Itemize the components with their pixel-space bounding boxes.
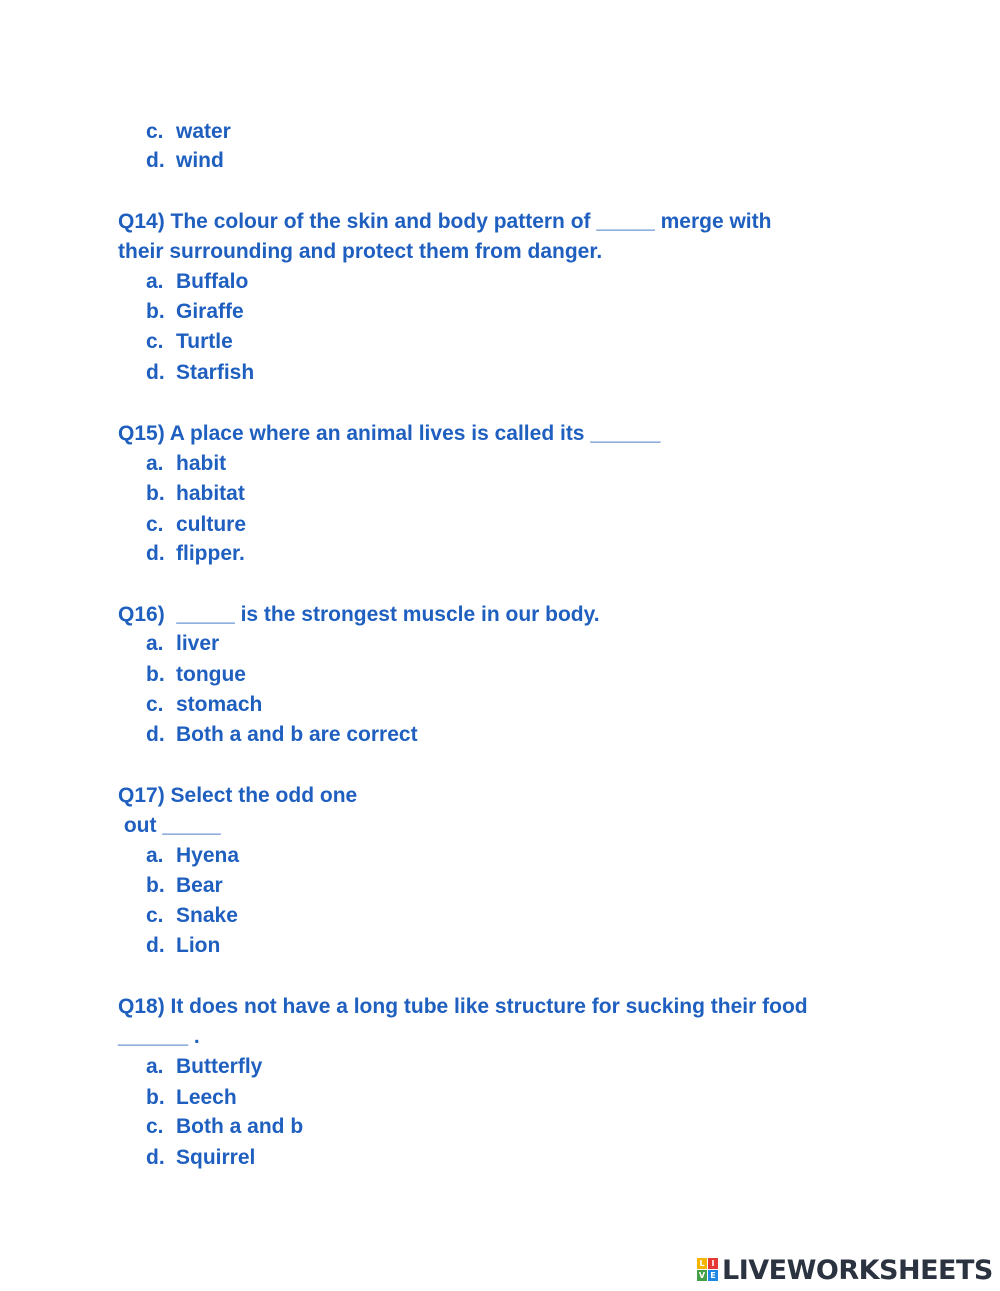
logo-mark-l: L xyxy=(697,1258,707,1269)
logo-text: LIVEWORKSHEETS xyxy=(722,1254,993,1286)
question-q17-line-2: out _____ xyxy=(118,814,221,837)
liveworksheets-logo xyxy=(697,1256,993,1284)
logo-mark-i: I xyxy=(708,1258,718,1269)
q14-option-c: c. Turtle xyxy=(146,330,233,353)
q16-option-a: a. liver xyxy=(146,632,220,655)
question-q17-line-1: Q17) Select the odd one xyxy=(118,784,358,807)
q17-option-a: a. Hyena xyxy=(146,844,240,867)
q16-option-b: b. tongue xyxy=(146,663,246,686)
q15-option-d: d. flipper. xyxy=(146,542,245,565)
q17-option-b: b. Bear xyxy=(146,874,223,897)
question-q14-line-1: Q14) The colour of the skin and body pattern of _____ merge with xyxy=(118,210,772,233)
q18-option-a: a. Butterfly xyxy=(146,1055,263,1078)
q17-option-c: c. Snake xyxy=(146,904,238,927)
q18-option-b: b. Leech xyxy=(146,1086,237,1109)
q16-option-d: d. Both a and b are correct xyxy=(146,723,418,746)
q18-option-c: c. Both a and b xyxy=(146,1115,304,1138)
q15-option-b: b. habitat xyxy=(146,482,245,505)
logo-mark-e: E xyxy=(708,1270,718,1281)
question-q16-line-1: Q16) _____ is the strongest muscle in our body. xyxy=(118,603,600,626)
liveworksheets-mark-icon xyxy=(697,1258,719,1282)
question-q18-line-1: Q18) It does not have a long tube like structure for sucking their food xyxy=(118,995,808,1018)
option-d: d. wind xyxy=(146,149,224,172)
q14-option-b: b. Giraffe xyxy=(146,300,244,323)
q15-option-c: c. culture xyxy=(146,513,247,536)
q16-option-c: c. stomach xyxy=(146,693,263,716)
q14-option-a: a. Buffalo xyxy=(146,270,249,293)
q15-option-a: a. habit xyxy=(146,452,227,475)
logo-mark-v: V xyxy=(698,1271,706,1280)
question-q15-line-1: Q15) A place where an animal lives is called its ______ xyxy=(118,422,661,445)
q17-option-d: d. Lion xyxy=(146,934,221,957)
question-q14-line-2: their surrounding and protect them from danger. xyxy=(118,240,603,263)
option-c: c. water xyxy=(146,120,231,143)
q18-option-d: d. Squirrel xyxy=(146,1146,256,1169)
question-q18-line-2: ______ . xyxy=(118,1025,200,1048)
q14-option-d: d. Starfish xyxy=(146,361,255,384)
